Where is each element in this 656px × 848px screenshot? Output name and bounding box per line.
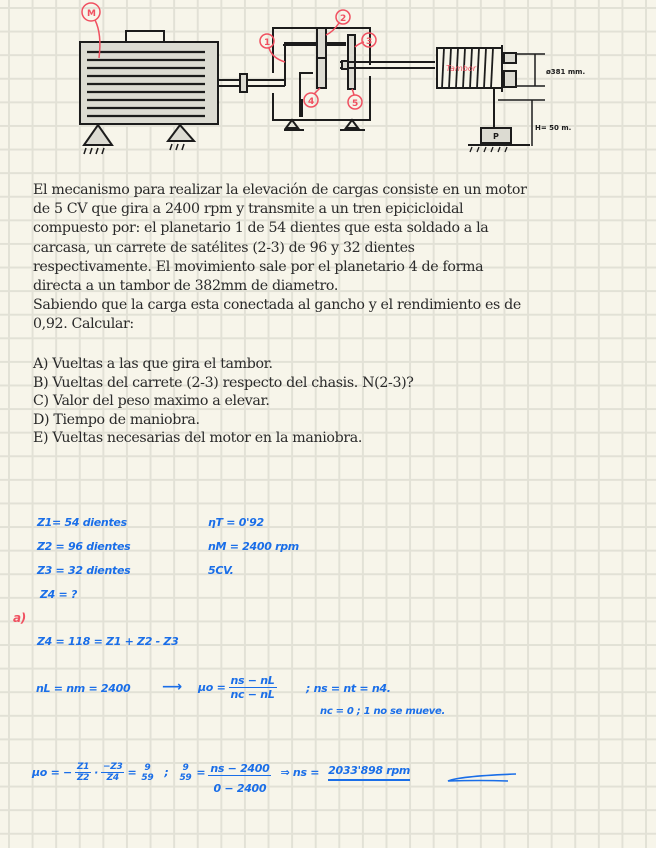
input-shaft bbox=[218, 74, 285, 92]
problem-line: de 5 CV que gira a 2400 rpm y transmite a un tren epicicloidal bbox=[33, 201, 464, 218]
note-z3: Z3 = 32 dientes bbox=[37, 564, 131, 577]
note-input-speed: nL = nm = 2400 bbox=[36, 682, 131, 695]
willis-formula bbox=[198, 674, 277, 701]
willis-fraction: $\frac{ns - nL}{nc - nL}$ bbox=[230, 674, 275, 701]
note-ns-equality: ; ns = nt = n4. bbox=[306, 682, 391, 695]
mu-label: μo = bbox=[198, 681, 226, 694]
note-z4: Z4 = ? bbox=[40, 588, 78, 601]
epicyclic-gearbox bbox=[273, 28, 435, 130]
question-c: C) Valor del peso maximo a elevar. bbox=[33, 393, 270, 410]
ratio-calculation: μo = − $\frac{Z1}{Z2}$ · $\frac{-Z3}{Z4}$ = 9 59 ; 9 59 = $\frac{ns - 2400}{0 - 2400}$ ⇒ ns = 2033'898 rpm bbox=[32, 762, 411, 795]
note-power: 5CV. bbox=[208, 564, 234, 577]
fraction-z3-z4: $\frac{-Z3}{Z4}$ bbox=[103, 762, 123, 783]
label-drum: Tambor bbox=[446, 64, 477, 73]
problem-line: directa a un tambor de 382mm de diametro. bbox=[33, 278, 339, 295]
fraction-9-59: 9 59 bbox=[141, 762, 154, 783]
question-e: E) Vueltas necesarias del motor en la maniobra. bbox=[33, 430, 363, 447]
arrow-icon: ⟶ bbox=[162, 679, 182, 695]
note-z4-calc: Z4 = 118 = Z1 + Z2 - Z3 bbox=[37, 635, 179, 648]
motor bbox=[80, 31, 218, 154]
problem-line: respectivamente. El movimiento sale por el planetario 4 de forma bbox=[33, 258, 484, 275]
note-z2: Z2 = 96 dientes bbox=[37, 540, 131, 553]
problem-statement bbox=[33, 181, 633, 335]
label-gear-4: 4 bbox=[308, 97, 315, 107]
part-a-label: a) bbox=[13, 611, 26, 625]
problem-line: El mecanismo para realizar la elevación de cargas consiste en un motor bbox=[33, 182, 527, 198]
label-motor: M bbox=[87, 9, 96, 19]
label-height: H= 50 m. bbox=[535, 124, 572, 132]
label-load: P bbox=[493, 132, 499, 141]
result-value: 2033'898 rpm bbox=[328, 764, 410, 781]
question-b: B) Vueltas del carrete (2-3) respecto del chasis. N(2-3)? bbox=[33, 374, 414, 391]
fraction-ns: $\frac{ns - 2400}{0 - 2400}$ bbox=[210, 762, 270, 795]
result-underline-swoosh bbox=[440, 772, 520, 784]
fraction-z1-z2: $\frac{Z1}{Z2}$ bbox=[76, 762, 90, 783]
problem-line: compuesto por: el planetario 1 de 54 dientes que esta soldado a la bbox=[33, 220, 489, 237]
question-d: D) Tiempo de maniobra. bbox=[33, 411, 200, 428]
label-gear-5: 5 bbox=[352, 99, 359, 109]
note-nc-zero: nc = 0 ; 1 no se mueve. bbox=[320, 706, 445, 717]
label-gear-2: 2 bbox=[340, 14, 347, 24]
fraction-9-59-b: 9 59 bbox=[179, 762, 192, 783]
label-gear-1: 1 bbox=[264, 38, 271, 48]
label-diameter: ø381 mm. bbox=[546, 68, 586, 76]
question-a: A) Vueltas a las que gira el tambor. bbox=[33, 356, 273, 372]
note-efficiency: ηT = 0'92 bbox=[208, 516, 264, 529]
label-gear-3: 3 bbox=[366, 37, 373, 47]
hoist-mechanism-diagram bbox=[0, 0, 656, 170]
problem-line: 0,92. Calcular: bbox=[33, 316, 134, 333]
note-motor-speed: nM = 2400 rpm bbox=[208, 540, 299, 553]
problem-line: Sabiendo que la carga esta conectada al gancho y el rendimiento es de bbox=[33, 297, 521, 314]
note-z1: Z1= 54 dientes bbox=[37, 516, 127, 529]
question-list bbox=[33, 355, 414, 448]
drum bbox=[437, 45, 545, 152]
problem-line: carcasa, un carrete de satélites (2-3) de 96 y 32 dientes bbox=[33, 239, 415, 256]
